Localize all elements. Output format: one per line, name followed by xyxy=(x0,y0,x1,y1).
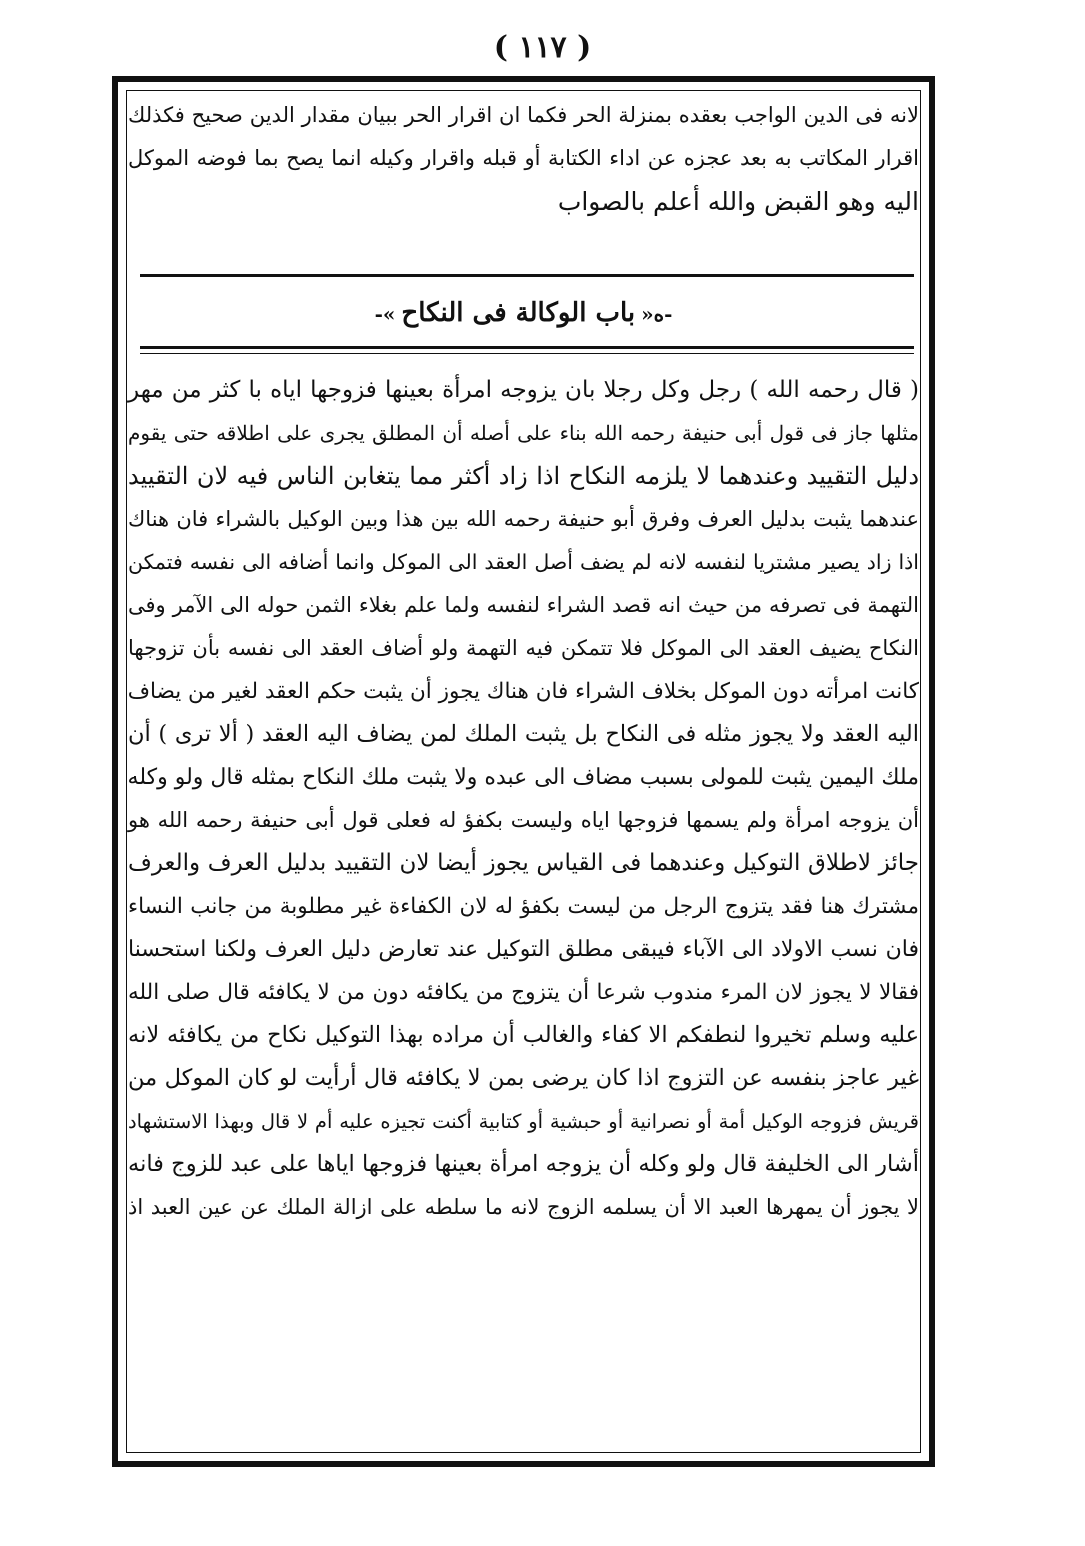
text-line: اليه وهو القبض والله أعلم بالصواب xyxy=(557,187,919,216)
text-line: عليه وسلم تخيروا لنطفكم الا كفاء والغالب أن مراده بهذا التوكيل نكاح من يكافئه لانه xyxy=(128,1022,919,1048)
section-rule-bottom-thin xyxy=(140,353,914,354)
heading-ornament-left: »- xyxy=(374,302,396,326)
text-line: فان نسب الاولاد الى الآباء فيبقى مطلق التوكيل عند تعارض دليل العرف ولكنا استحسنا xyxy=(128,937,919,962)
text-line: عندهما يثبت بدليل العرف وفرق أبو حنيفة رحمه الله بين هذا وبين الوكيل بالشراء فان هناك xyxy=(128,507,919,531)
text-line: كانت امرأته دون الموكل بخلاف الشراء فان هناك يجوز أن يثبت حكم العقد لغير من يضاف xyxy=(127,679,919,704)
text-line: اقرار المكاتب به بعد عجزه عن اداء الكتابة أو قبله واقرار وكيله انما يصح بما فوضه الموكل xyxy=(128,146,919,170)
text-line: النكاح يضيف العقد الى الموكل فلا تتمكن فيه التهمة ولو أضاف العقد الى نفسه بأن تزوجها xyxy=(128,636,919,660)
text-line: أن يزوجه امرأة ولم يسمها فزوجها اياه وليست بكفؤ له فعلى قول أبى حنيفة رحمه الله هو xyxy=(128,808,919,832)
section-rule-top xyxy=(140,274,914,277)
text-line: ملك اليمين يثبت للمولى بسبب مضاف الى عبده ولا يثبت ملك النكاح بمثله قال ولو وكله xyxy=(127,765,919,790)
text-line: لانه فى الدين الواجب بعقده بمنزلة الحر فكما ان اقرار الحر ببيان مقدار الدين صحيح فكذلك xyxy=(128,103,919,127)
chapter-heading-text: باب الوكالة فى النكاح xyxy=(401,298,636,328)
section-rule-bottom xyxy=(140,346,914,349)
text-line: أشار الى الخليفة قال ولو وكله أن يزوجه امرأة بعينها فزوجها اياها على عبد للزوج فانه xyxy=(128,1151,919,1177)
page-number: ( ١١٧ ) xyxy=(493,30,592,65)
text-line: اذا زاد يصير مشتريا لنفسه لانه لم يضف أصل العقد الى الموكل وانما أضافه الى نفسه فتمكن xyxy=(128,550,919,574)
text-line: قريش فزوجه الوكيل أمة أو نصرانية أو حبشية أو كتابية أكنت تجيزه عليه أم لا قال وبهذا الاستشهاد xyxy=(128,1110,919,1133)
main-paragraph xyxy=(128,369,919,1229)
heading-ornament-right: -ه« xyxy=(641,302,673,326)
top-paragraph xyxy=(128,94,919,223)
text-line: فقالا لا يجوز لان المرء مندوب شرعا أن يتزوج من يكافئه دون من لا يكافئه قال صلى الله xyxy=(128,980,919,1005)
text-line: ( قال رحمه الله ) رجل وكل رجلا بان يزوجه امرأة بعينها فزوجها اياه با كثر من مهر xyxy=(128,377,919,403)
text-line: مثلها جاز فى قول أبى حنيفة رحمه الله بناء على أصله أن المطلق يجرى على اطلاقه حتى يقوم xyxy=(128,421,919,445)
chapter-heading xyxy=(128,291,919,335)
text-line: اليه العقد ولا يجوز مثله فى النكاح بل يثبت الملك لمن يضاف اليه العقد ( ألا ترى ) أن xyxy=(128,721,919,747)
text-line: التهمة فى تصرفه من حيث انه قصد الشراء لنفسه ولما علم بغلاء الثمن حوله الى الآمر وفى xyxy=(128,593,919,617)
text-line: لا يجوز أن يمهرها العبد الا أن يسلمه الزوج لانه ما سلطه على ازالة الملك عن عين العبد اذ xyxy=(128,1195,919,1219)
text-line: جائز لاطلاق التوكيل وعندهما فى القياس يجوز أيضا لان التقييد بدليل العرف والعرف xyxy=(128,850,919,876)
text-line: غير عاجز بنفسه عن التزوج اذا كان يرضى بمن لا يكافئه قال أرأيت لو كان الموكل من xyxy=(128,1065,919,1091)
text-line: دليل التقييد وعندهما لا يلزمه النكاح اذا زاد أكثر مما يتغابن الناس فيه لان التقييد xyxy=(128,462,919,490)
text-line: مشترك هنا فقد يتزوج الرجل من ليست بكفؤ له لان الكفاءة غير مطلوبة من جانب النساء xyxy=(128,894,919,919)
